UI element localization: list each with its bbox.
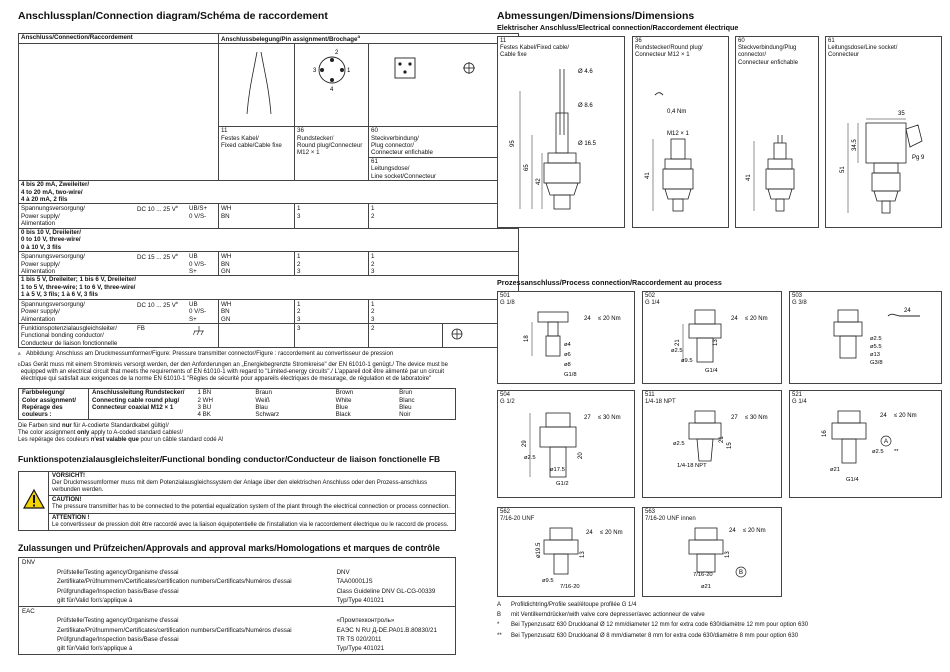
svg-text:ø8: ø8	[564, 362, 571, 368]
fixed-cable-icon	[219, 44, 295, 126]
table-row: Zertifikate/Prüfnummern/Certificates/certification numbers/Certificats/Numéros d'essai TAA00001JS	[19, 577, 456, 586]
table-row: gilt für/Valid for/s'applique à Typ/Type 401021	[19, 644, 456, 654]
fitting-562-drawing	[498, 506, 636, 596]
svg-text:27: 27	[731, 415, 738, 421]
list-item: ** Bei Typenzusatz 630 Druckkanal Ø 8 mm/diameter 8 mm for extra code 630/diamètre 8 mm pour option 630	[497, 632, 799, 639]
footnotes: a Abbildung: Anschluss am Druckmessumformer/Figure: Pressure transmitter connector/Figure : raccordement au convertisseur de pression b Das Gerät muss mit einem Stromkreis versorgt werden, der den Anforderungen an „Energiebegrenzte Stromkreise" der EN 61010-1 genügt./ The device must be equipped with an electrical circuit that meets the requirements of EN 61010-1 with regard to "Limited-energy circuits"./ L'appareil doit être alimenté par un circuit électrique qui satisfait aux exigences de la norme EN 61010-1 "Règles de sécurité pour appareils électriques de mesurage, de régulation et de laboratoire"	[18, 351, 448, 382]
table-row: Zertifikate/Prüfnummern/Certificates/certification numbers/Certificats/Numéros d'essai EAЭC N RU Д-DE.PA01.B.80830/21	[19, 626, 456, 635]
svg-text:G3/8: G3/8	[870, 360, 883, 366]
plug-connector-image-cell	[369, 44, 519, 127]
svg-text:ø6: ø6	[564, 352, 571, 358]
fitting-502-drawing	[643, 290, 783, 383]
table-row: Spannungsversorgung/ Power supply/ Alimentation DC 10 ... 25 $V^b$ UB/S+ 0 V/S- WH BN 1 3 1 2	[19, 204, 519, 228]
table-row: gilt für/Valid for/s'applique à Typ/Type 401021	[19, 596, 456, 606]
fitting-501-drawing	[498, 290, 636, 383]
svg-text:Ø 16.5: Ø 16.5	[578, 141, 597, 147]
dim-panel-61: 61 Leitungsdose/Line socket/ Connecteur 35 Pg 9 51 34.5	[825, 36, 942, 228]
proc-panel-563: 563 7/16-20 UNF innen 13 7/16-20 B ø21 24 ≤ 20 Nm	[642, 507, 782, 597]
svg-text:Ø 4.6: Ø 4.6	[578, 69, 593, 75]
svg-text:27: 27	[584, 415, 591, 421]
dim-panel-60: 60 Steckverbindung/Plug connector/ Connecteur enfichable 41	[735, 36, 819, 228]
svg-text:A: A	[884, 439, 889, 445]
svg-text:ø21: ø21	[701, 584, 711, 590]
proc-panel-504: 504 G 1/2 29 20 ø2.5 ø17.5 G1/2 27 ≤ 30 Nm	[497, 390, 635, 498]
svg-text:ø19.5: ø19.5	[536, 542, 542, 558]
svg-text:51: 51	[840, 166, 846, 173]
left-column	[18, 0, 456, 655]
color-assignment-table: Farbbelegung/ Color assignment/ Repérage des couleurs : Anschlussleitung Rundstecker/ Connecting cable round plug/ Connecteur coaxial M12 × 1 1 BN Braun Brown Brun 2 WH Weiß White Blanc 3 BU Blau Blue Bleu 4 BK Schwarz Black Noir	[18, 388, 456, 420]
dimensions-title: Abmessungen/Dimensions/Dimensions	[497, 10, 695, 22]
table-head-pins: Anschlussbelegung/Pin assignment/Brochage$^a$	[219, 33, 519, 44]
svg-text:≤ 30 Nm: ≤ 30 Nm	[745, 415, 768, 421]
svg-text:24: 24	[904, 308, 911, 314]
table-row: Prüfgrundlage/Inspection basis/Base d'essai Class Guideline DNV GL-CG-00339	[19, 587, 456, 596]
m12-pin-layout-icon	[295, 44, 369, 126]
svg-text:24: 24	[729, 528, 736, 534]
list-item: A Profildichtring/Profile seal/étoupe profilée G 1/4	[497, 602, 637, 608]
round-plug-drawing	[633, 35, 730, 227]
svg-text:**: **	[894, 449, 899, 455]
svg-text:42: 42	[536, 178, 542, 185]
svg-text:34.5: 34.5	[852, 139, 858, 151]
svg-text:13: 13	[725, 551, 731, 558]
svg-text:16: 16	[822, 430, 828, 437]
pin-1-label: 2	[335, 50, 339, 57]
svg-text:20: 20	[578, 452, 584, 459]
list-item: B mit Ventilkerndrücker/with valve core depresser/avec actionneur de valve	[497, 612, 705, 619]
svg-text:7/16-20: 7/16-20	[560, 584, 580, 590]
svg-text:ø2.5: ø2.5	[673, 441, 685, 447]
table-row: Prüfstelle/Testing agency/Organisme d'essai «Промтехконтроль»	[19, 616, 456, 625]
svg-text:ø2.5: ø2.5	[524, 455, 536, 461]
svg-text:ø4: ø4	[564, 342, 571, 348]
svg-text:ø2.5: ø2.5	[671, 348, 683, 354]
svg-text:ø17.5: ø17.5	[550, 467, 565, 473]
svg-text:21: 21	[719, 436, 725, 443]
svg-text:ø21: ø21	[830, 467, 840, 473]
approvals-table: DNV Prüfstelle/Testing agency/Organisme d'essai DNV Zertifikate/Prüfnummern/Certificates/certification numbers/Certificats/Numéros d'essai TAA00001JS Prüfgrundlage/Inspection basis/Base d'essai Class Guideline DNV GL-CG-00339 gilt für/Valid for/s'applique à Typ/Type 401021 EAC Prüfstelle/Testing agency/Organisme d'essai «Промтехконтроль» Zertifikate/Prüfnummern/Certificates/certification numbers/Certificats/Numéros d'essai EAЭC N RU Д-DE.PA01.B.80830/21 Prüfgrundlage/Inspection basis/Base d'essai TR TS 020/2011 gilt für/Valid for/s'applique à Typ/Type 401021	[18, 557, 456, 654]
table-row: Spannungsversorgung/ Power supply/ Alimentation DC 10 ... 25 $V^b$ UB 0 V/S- S+ WH BN GN 1 2 3 1 2 3	[19, 299, 519, 323]
svg-text:24: 24	[880, 413, 887, 419]
fitting-563-drawing	[643, 506, 783, 596]
list-item: * Bei Typenzusatz 630 Druckkanal Ø 12 mm/diameter 12 mm for extra code 630/diamètre 12 mm pour option 630	[497, 622, 809, 629]
table-row: Funktionspotenzialausgleichsleiter/ Functional bonding conductor/ Conducteur de liaison fonctionnelle FB 3 2	[19, 324, 519, 348]
svg-text:M12 × 1: M12 × 1	[667, 131, 689, 137]
dim-panel-11: 11 Festes Kabel/Fixed cable/ Cable fixe 95 65 42 Ø 4.6 Ø 8.6 Ø 16.5	[497, 36, 625, 228]
svg-text:1/4-18 NPT: 1/4-18 NPT	[677, 463, 707, 469]
svg-text:ø2.5: ø2.5	[872, 449, 884, 455]
table-head-connection: Anschluss/Connection/Raccordement	[19, 33, 219, 44]
svg-text:24: 24	[584, 316, 591, 322]
proc-panel-562: 562 7/16-20 UNF ø19.5 13 ø9.5 7/16-20 24 ≤ 20 Nm	[497, 507, 635, 597]
svg-text:G1/8: G1/8	[564, 372, 577, 378]
svg-text:≤ 20 Nm: ≤ 20 Nm	[745, 316, 768, 322]
svg-text:13: 13	[713, 339, 719, 346]
svg-text:ø2.5: ø2.5	[870, 336, 882, 342]
round-plug-image-cell	[295, 44, 369, 127]
table-row: Spannungsversorgung/ Power supply/ Alimentation DC 15 ... 25 $V^b$ UB 0 V/S- S+ WH BN GN 1 2 3 1 2 3	[19, 252, 519, 276]
table-row: Prüfgrundlage/Inspection basis/Base d'essai TR TS 020/2011	[19, 635, 456, 644]
fitting-521-drawing	[790, 389, 943, 497]
proc-panel-501: 501 G 1/8 18 ø4 ø6 ø8 G1/8 24 ≤ 20 Nm	[497, 291, 635, 384]
earth-terminal-icon	[451, 328, 463, 340]
svg-text:15: 15	[727, 442, 733, 449]
svg-text:≤ 20 Nm: ≤ 20 Nm	[598, 316, 621, 322]
svg-text:Ø 8.6: Ø 8.6	[578, 103, 593, 109]
ground-icon	[193, 326, 205, 336]
warning-icon	[23, 489, 45, 509]
svg-text:21: 21	[675, 339, 681, 346]
svg-text:29: 29	[522, 440, 528, 447]
svg-text:G1/2: G1/2	[556, 481, 569, 487]
svg-text:≤ 20 Nm: ≤ 20 Nm	[743, 528, 766, 534]
proc-panel-502: 502 G 1/4 21 13 ø2.5 ø9.5 G1/4 24 ≤ 20 Nm	[642, 291, 782, 384]
fixed-cable-drawing	[498, 35, 626, 227]
pin-3-label: 3	[313, 68, 317, 75]
svg-text:≤ 30 Nm: ≤ 30 Nm	[598, 415, 621, 421]
fitting-511-drawing	[643, 389, 783, 497]
connection-table: Anschluss/Connection/Raccordement Anschlussbelegung/Pin assignment/Brochage$^a$ 2 3 1 4 11 Festes Kabel/ Fixed cable/Cable fixe 36 Rundstecker/ Round plug/Connecteur M12 × 1 60 Steckverbindung/ Plug connector/ Connecteur enfichable 61 Leitungsdose/ Line socket/Connecteur 4 bis 20 mA, Zweileiter/ 4 to 20 mA, two-wire/ 4 à 20 mA, 2 fils Spannungsversorgung/ Power supply/ Alimentation DC 10 ... 25 $V^b$ UB/S+ 0 V/S- WH BN 1 3 1 2 0 bis 10 V, Dreileiter/ 0 to 10 V, three-wire/ 0 à 10 V, 3 fils Spannungsversorgung/ Power supply/ Alimentation DC 15 ... 25 $V^b$ UB 0 V/S- S+ WH BN GN 1 2 3 1 2 3 1 bis 5 V, Dreileiter; 1 bis 6 V, Dreileiter/ 1 to 5 V, three-wire; 1 to 6 V, three-wire/ 1 à 5 V, 3 fils; 1 à 6 V, 3 fils Spannungsversorgung/ Power supply/ Alimentation DC 10 ... 25 $V^b$ UB 0 V/S- S+ WH BN GN 1 2 3 1 2 3 Funktionspotenzialausgleichsleiter/ Functional bonding conductor/ Conducteur de liaison fonctionnelle FB 3 2	[18, 33, 519, 349]
pin-4-label: 4	[330, 87, 334, 94]
svg-text:B: B	[739, 570, 744, 576]
svg-text:≤ 20 Nm: ≤ 20 Nm	[894, 413, 917, 419]
connection-diagram-title: Anschlussplan/Connection diagram/Schéma de raccordement	[18, 10, 328, 22]
svg-text:24: 24	[586, 530, 593, 536]
warning-box: VORSICHT! Der Druckmessumformer muss mit dem Potenzialausgleichssystem der Anlage über den elektrischen Anschluss oder den Prozess-anschluss verbunden werden. CAUTION! The pressure transmitter has to be connected to the potential equalization system of the plant through the electrical connection or process connection. ATTENTION ! Le convertisseur de pression doit être raccordé avec la liaison équipotentielle de l'installation via le raccordement électrique ou le raccord de process.	[18, 471, 456, 531]
proc-panel-511: 511 1/4-18 NPT 21 15 ø2.5 1/4-18 NPT 27 ≤ 30 Nm	[642, 390, 782, 498]
group-title: 0 bis 10 V, Dreileiter/ 0 to 10 V, three-wire/ 0 à 10 V, 3 fils	[19, 228, 519, 251]
svg-text:41: 41	[746, 174, 752, 181]
dim-panel-36: 36 Rundstecker/Round plug/ Connecteur M12 × 1 0,4 Nm M12 × 1 41	[632, 36, 729, 228]
fitting-504-drawing	[498, 389, 636, 497]
table-row: Prüfstelle/Testing agency/Organisme d'essai DNV	[19, 568, 456, 577]
group-title: 1 bis 5 V, Dreileiter; 1 bis 6 V, Dreileiter/ 1 to 5 V, three-wire; 1 to 6 V, three-wire/ 1 à 5 V, 3 fils; 1 à 6 V, 3 fils	[19, 276, 519, 299]
svg-text:7/16-20: 7/16-20	[693, 572, 713, 578]
svg-text:95: 95	[510, 140, 516, 147]
svg-text:ø9.5: ø9.5	[681, 358, 693, 364]
color-validity-note: Die Farben sind nur für A-codierte Standardkabel gültig!/ The color assignment only apply to A-coded standard cables!/ Les repérage des couleurs n'est valable que pour un câble standard codé A!	[18, 422, 224, 444]
svg-text:≤ 20 Nm: ≤ 20 Nm	[600, 530, 623, 536]
right-column	[497, 0, 942, 672]
svg-text:65: 65	[524, 164, 530, 171]
process-legend	[497, 599, 942, 640]
pin-2-label: 1	[347, 68, 351, 75]
svg-text:ø5.5: ø5.5	[870, 344, 882, 350]
svg-text:ø9.5: ø9.5	[542, 578, 554, 584]
fitting-503-drawing	[790, 290, 943, 383]
proc-panel-503: 503 G 3/8 24 ø2.5 ø5.5 ø13 G3/8	[789, 291, 942, 384]
svg-text:35: 35	[898, 111, 905, 117]
cable-image-cell	[219, 44, 295, 127]
svg-text:0,4 Nm: 0,4 Nm	[667, 109, 687, 115]
plug-connector-drawing	[736, 35, 820, 227]
svg-text:Pg 9: Pg 9	[912, 155, 925, 161]
group-title: 4 bis 20 mA, Zweileiter/ 4 to 20 mA, two-wire/ 4 à 20 mA, 2 fils	[19, 181, 519, 204]
electrical-connection-subtitle: Elektrischer Anschluss/Electrical connection/Raccordement électrique	[497, 22, 739, 32]
svg-text:24: 24	[731, 316, 738, 322]
approvals-title: Zulassungen und Prüfzeichen/Approvals and approval marks/Homologations et marques de contrôle	[18, 542, 440, 553]
proc-panel-521: 521 G 1/4 16 A ø2.5 ** ø21 G1/4 24 ≤ 20 Nm	[789, 390, 942, 498]
line-socket-drawing	[826, 35, 943, 227]
svg-text:ø13: ø13	[870, 352, 880, 358]
svg-text:G1/4: G1/4	[705, 368, 718, 374]
svg-text:18: 18	[524, 335, 530, 342]
process-connection-title: Prozessanschluss/Process connection/Raccordement au process	[497, 278, 722, 287]
svg-text:G1/4: G1/4	[846, 477, 859, 483]
bonding-title: Funktionspotenzialausgleichsleiter/Functional bonding conductor/Conducteur de liaison fonctionelle FB	[18, 454, 441, 465]
svg-text:13: 13	[580, 551, 586, 558]
svg-text:41: 41	[645, 172, 651, 179]
